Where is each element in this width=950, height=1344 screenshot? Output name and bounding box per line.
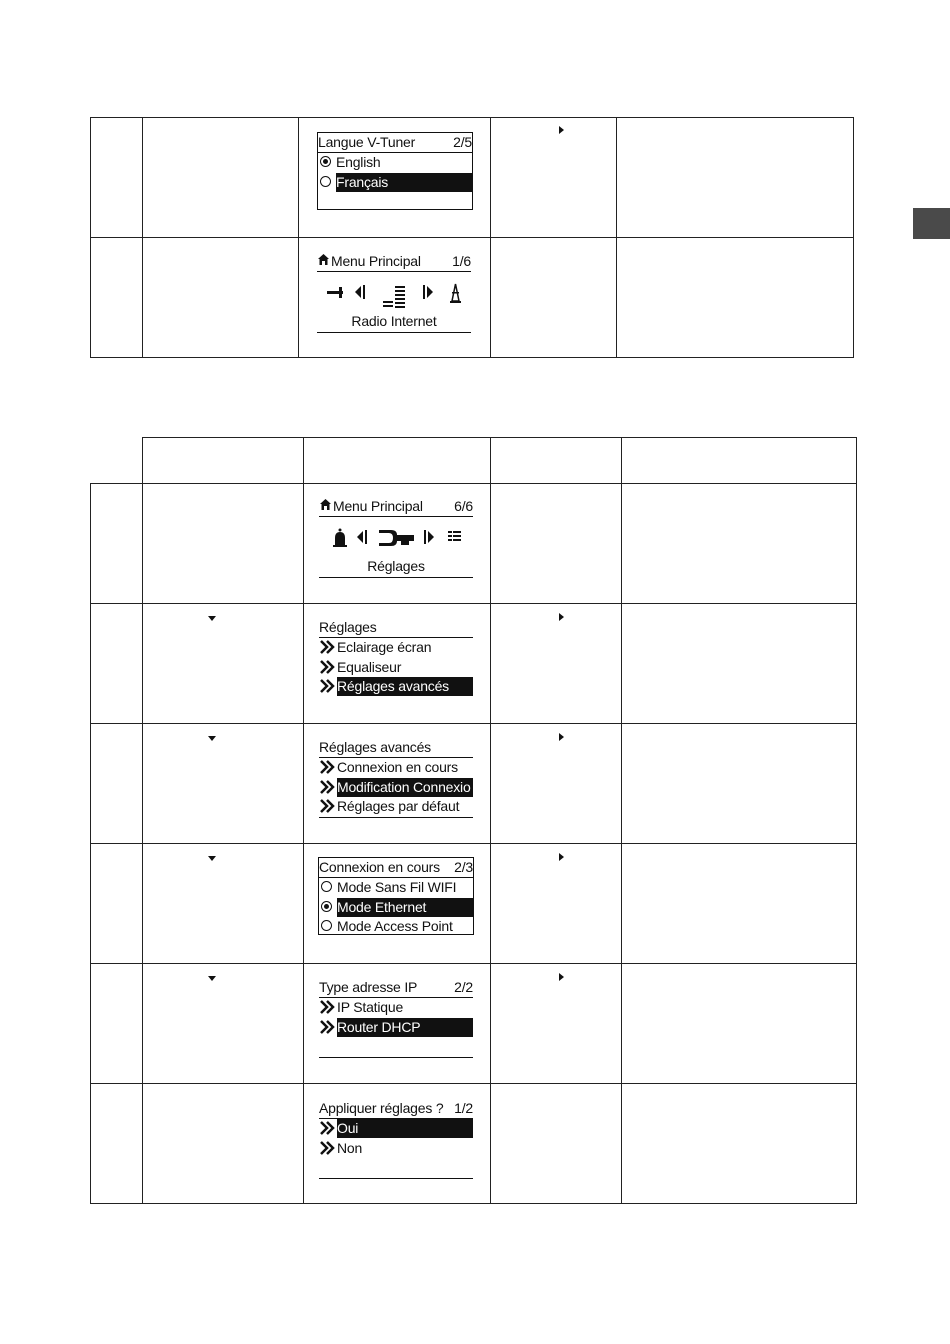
- lcd-title: Type adresse IP 2/2: [319, 978, 473, 998]
- lcd-title: Langue V-Tuner 2/5: [318, 133, 472, 153]
- double-chevron-icon: [320, 1121, 336, 1135]
- lcd-title: Connexion en cours 2/3: [319, 858, 473, 878]
- lcd-main-menu-6: Menu Principal 6/6 Réglages: [319, 497, 473, 578]
- menu-item-router-dhcp[interactable]: Router DHCP: [319, 1018, 473, 1038]
- radio-empty-icon: [320, 176, 331, 187]
- menu-item-eclairage[interactable]: Eclairage écran: [319, 638, 473, 658]
- lcd-advanced-settings: Réglages avancés Connexion en cours Modification Connexio Réglages par défaut: [319, 738, 473, 818]
- list-icon: [383, 286, 405, 308]
- option-english[interactable]: English: [318, 153, 472, 173]
- double-chevron-icon: [320, 760, 336, 774]
- lcd-settings: Réglages Eclairage écran Equaliseur Réglages avancés: [319, 618, 473, 697]
- menu-item-equaliseur[interactable]: Equaliseur: [319, 658, 473, 678]
- arrow-right-icon: [559, 973, 564, 981]
- double-chevron-icon: [320, 679, 336, 693]
- wrench-icon: [379, 530, 414, 546]
- lcd-empty-row: [319, 1037, 473, 1058]
- double-chevron-icon: [320, 1000, 336, 1014]
- option-francais[interactable]: Français: [318, 173, 472, 193]
- double-chevron-icon: [320, 1141, 336, 1155]
- menu-item-connexion-en-cours[interactable]: Connexion en cours: [319, 758, 473, 778]
- option-ethernet[interactable]: Mode Ethernet: [319, 898, 473, 918]
- chapter-tab-marker: [913, 208, 950, 239]
- home-icon: [317, 252, 331, 271]
- home-icon: [319, 497, 333, 516]
- lcd-apply-settings: [319, 1099, 473, 1179]
- arrow-down-icon: [208, 976, 216, 981]
- lcd-connection-mode: [318, 857, 474, 935]
- arrow-right-icon: [559, 733, 564, 741]
- double-chevron-icon: [320, 780, 336, 794]
- wrench-icon: [327, 287, 343, 298]
- option-access-point[interactable]: Mode Access Point: [319, 917, 473, 937]
- option-wifi[interactable]: Mode Sans Fil WIFI: [319, 878, 473, 898]
- arrow-right-icon: [559, 126, 564, 134]
- arrow-right-icon: [424, 530, 434, 544]
- menu-item-oui[interactable]: Oui: [319, 1119, 473, 1139]
- lcd-language-screen: [317, 132, 473, 210]
- arrow-right-icon: [559, 853, 564, 861]
- list-icon: [448, 531, 461, 541]
- radio-empty-icon: [321, 881, 332, 892]
- tower-icon: [450, 284, 461, 303]
- arrow-left-icon: [357, 530, 367, 544]
- lcd-title: Appliquer réglages ? 1/2: [319, 1099, 473, 1119]
- double-chevron-icon: [320, 640, 336, 654]
- arrow-right-icon: [559, 613, 564, 621]
- radio-empty-icon: [321, 920, 332, 931]
- menu-item-non[interactable]: Non: [319, 1139, 473, 1159]
- arrow-down-icon: [208, 616, 216, 621]
- lcd-ip-type: [319, 978, 473, 1058]
- double-chevron-icon: [320, 1020, 336, 1034]
- menu-item-modification-connexion[interactable]: Modification Connexio: [319, 778, 473, 798]
- lcd-empty-row: [319, 1158, 473, 1179]
- lcd-title: Menu Principal 6/6: [319, 497, 473, 517]
- arrow-right-icon: [423, 285, 433, 299]
- arrow-left-icon: [355, 285, 365, 299]
- double-chevron-icon: [320, 799, 336, 813]
- bell-icon: [333, 529, 347, 548]
- menu-item-reglages-avances[interactable]: Réglages avancés: [319, 677, 473, 697]
- lcd-title: Menu Principal 1/6: [317, 252, 471, 272]
- double-chevron-icon: [320, 660, 336, 674]
- radio-checked-icon: [320, 156, 331, 167]
- radio-checked-icon: [321, 901, 332, 912]
- arrow-down-icon: [208, 736, 216, 741]
- lcd-main-menu-1: Menu Principal 1/6 Radio Internet: [317, 252, 471, 333]
- menu-item-reglages-par-defaut[interactable]: Réglages par défaut: [319, 797, 473, 818]
- arrow-down-icon: [208, 856, 216, 861]
- menu-item-ip-statique[interactable]: IP Statique: [319, 998, 473, 1018]
